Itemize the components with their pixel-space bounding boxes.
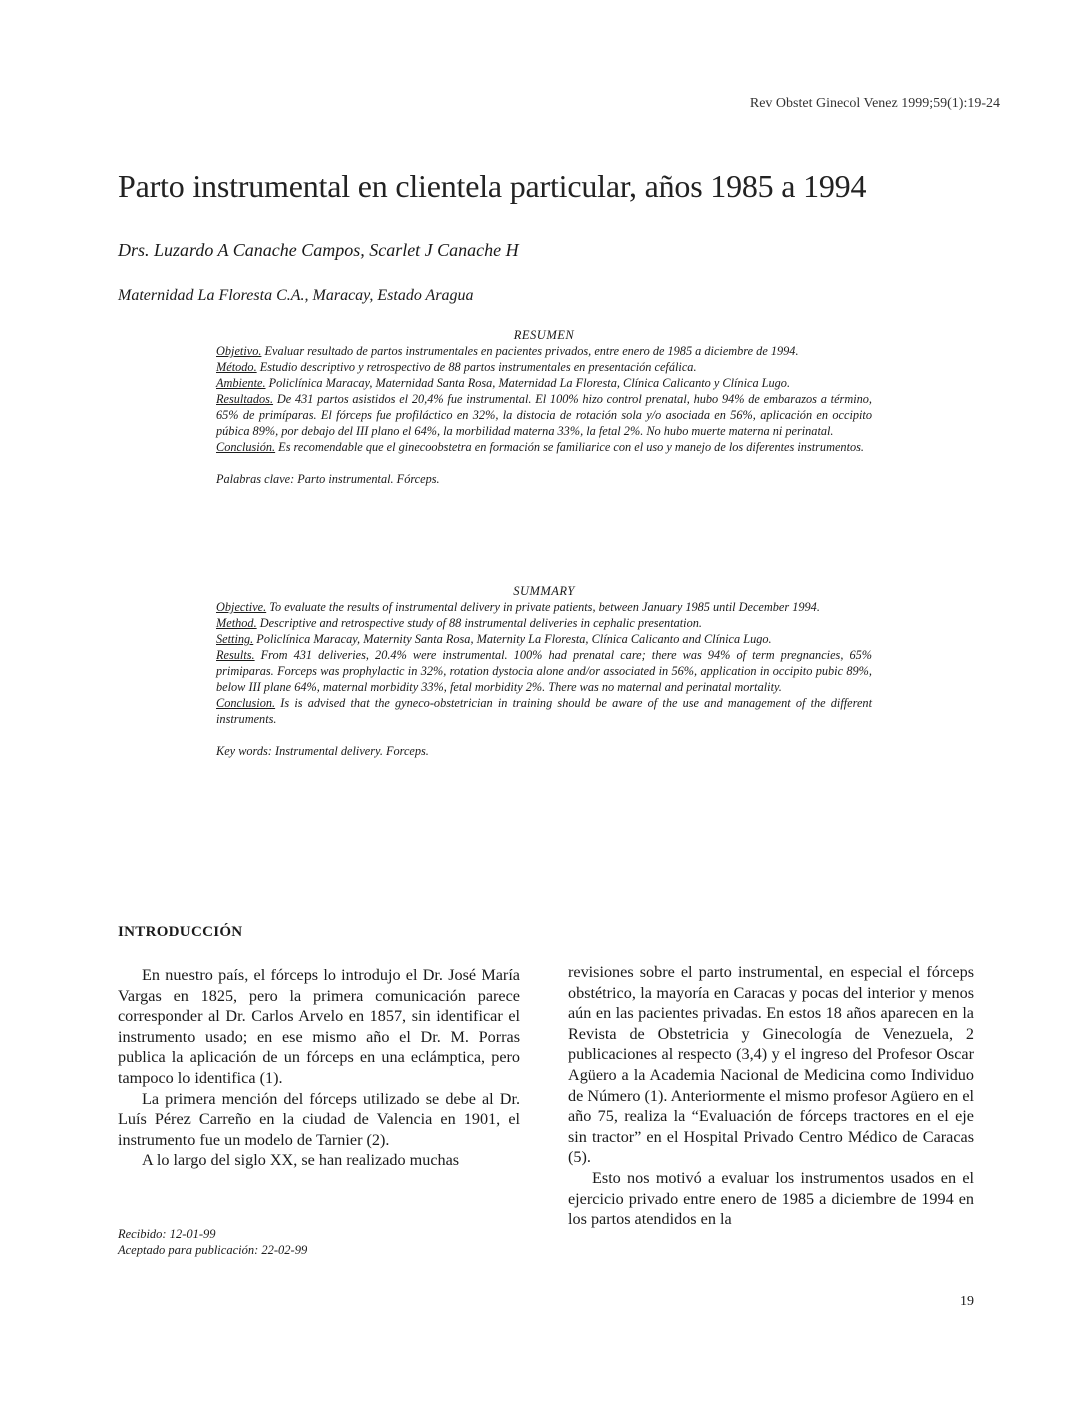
summary-objective-text: To evaluate the results of instrumental delivery in private patients, between January 1985 until December 1994. bbox=[266, 600, 820, 614]
summary-method bbox=[216, 615, 872, 631]
summary-results-text: From 431 deliveries, 20.4% were instrumental. 100% had prenatal care; there was 94% of term pregnancies, 65% primiparas. Forceps was prophylactic in 32%, rotation dystocia alone and/or associated in 56%, application in occipito pubic 89%, below III plane 64%, maternal morbidity 33%, fetal morbidity 2%. There was no maternal and perinatal mortality. bbox=[216, 648, 872, 694]
section-heading-introduccion: INTRODUCCIÓN bbox=[118, 924, 243, 940]
resumen-ambiente-label: Ambiente. bbox=[216, 376, 266, 390]
summary-objective-label: Objective. bbox=[216, 600, 267, 614]
summary-conclusion bbox=[216, 695, 872, 727]
received-date: Recibido: 12-01-99 bbox=[118, 1227, 216, 1241]
resumen-objetivo-text: Evaluar resultado de partos instrumentales en pacientes privados, entre enero de 1985 a diciembre de 1994. bbox=[261, 344, 799, 358]
body-paragraph: Esto nos motivó a evaluar los instrumentos usados en el ejercicio privado entre enero de 1985 a diciembre de 1994 en los partos atendidos en la bbox=[568, 1168, 974, 1229]
body-paragraph: revisiones sobre el parto instrumental, en especial el fórceps obstétrico, la mayoría en Caracas y pocas del interior y menos aún en las pacientes privadas. En estos 18 años aparecen en la Revista de Obstetricia y Ginecología de Venezuela, 2 publicaciones al respecto (3,4) y el ingreso del Profesor Oscar Agüero a la Academia Nacional de Medicina como Individuo de Número (1). Anteriormente el mismo profesor Agüero en el año 75, realiza la “Evaluación de fórceps tractores en el eje sin tractor” en el Hospital Privado Centro Médico de Caracas (5). bbox=[568, 963, 974, 1167]
summary-conclusion-label: Conclusion. bbox=[216, 696, 276, 710]
resumen-resultados bbox=[216, 391, 872, 439]
resumen-resultados-label: Resultados. bbox=[216, 392, 274, 406]
article-affiliation: Maternidad La Floresta C.A., Maracay, Estado Aragua bbox=[118, 287, 474, 304]
resumen-conclusion-text: Es recomendable que el ginecoobstetra en formación se familiarice con el uso y manejo de los diferentes instrumentos. bbox=[275, 440, 864, 454]
resumen-metodo-label: Método. bbox=[216, 360, 257, 374]
resumen-ambiente-text: Policlínica Maracay, Maternidad Santa Rosa, Maternidad La Floresta, Clínica Calicanto y Clínica Lugo. bbox=[265, 376, 791, 390]
resumen-metodo-text: Estudio descriptivo y retrospectivo de 88 partos instrumentales en presentación cefálica. bbox=[256, 360, 697, 374]
body-column-left bbox=[118, 965, 520, 1171]
summary-method-text: Descriptive and retrospective study of 88 instrumental deliveries in cephalic presentation. bbox=[256, 616, 702, 630]
body-paragraph: A lo largo del siglo XX, se han realizado muchas bbox=[142, 1151, 460, 1170]
summary-objective bbox=[216, 599, 872, 615]
body-paragraph: En nuestro país, el fórceps lo introdujo el Dr. José María Vargas en 1825, pero la primera comunicación parece corresponder al Dr. Carlos Arvelo en 1857, sin identificar el instrumento usado; en ese mismo año el Dr. M. Porras publica la aplicación de un fórceps en una eclámptica, pero tampoco lo identifica (1). bbox=[118, 966, 520, 1087]
summary-heading: SUMMARY bbox=[513, 584, 575, 598]
resumen-heading: RESUMEN bbox=[513, 328, 575, 342]
resumen-ambiente bbox=[216, 375, 872, 391]
body-column-right bbox=[568, 962, 974, 1230]
summary-block bbox=[216, 583, 872, 759]
resumen-block bbox=[216, 327, 872, 487]
article-authors: Drs. Luzardo A Canache Campos, Scarlet J Canache H bbox=[118, 240, 519, 260]
resumen-resultados-text: De 431 partos asistidos el 20,4% fue instrumental. El 100% hizo control prenatal, hubo 94% de embarazos a término, 65% de primíparas. El fórceps fue profiláctico en 32%, la distocia de rotación sola y/o asociada en 56%, aplicación en occipito púbica 89%, por debajo del III plano el 64%, la morbilidad materna 33%, la fetal 2%. No hubo muerte materna ni perinatal. bbox=[216, 392, 872, 438]
resumen-conclusion bbox=[216, 439, 872, 455]
article-title: Parto instrumental en clientela particular, años 1985 a 1994 bbox=[118, 168, 867, 204]
body-paragraph: La primera mención del fórceps utilizado se debe al Dr. Luís Pérez Carreño en la ciudad de Valencia en 1901, el instrumento fue un modelo de Tarnier (2). bbox=[118, 1089, 520, 1149]
summary-conclusion-text: Is is advised that the gyneco-obstetrician in training should be aware of the use and management of the different instruments. bbox=[216, 696, 872, 726]
summary-results-label: Results. bbox=[216, 648, 255, 662]
journal-citation: Rev Obstet Ginecol Venez 1999;59(1):19-24 bbox=[749, 96, 1000, 111]
summary-method-label: Method. bbox=[216, 616, 257, 630]
resumen-objetivo bbox=[216, 343, 872, 359]
resumen-keywords: Palabras clave: Parto instrumental. Fórceps. bbox=[216, 472, 440, 486]
summary-keywords: Key words: Instrumental delivery. Forceps. bbox=[216, 744, 429, 758]
summary-setting-label: Setting. bbox=[216, 632, 254, 646]
summary-setting-text: Policlínica Maracay, Maternity Santa Rosa, Maternity La Floresta, Clínica Calicanto and Clínica Lugo. bbox=[253, 632, 772, 646]
summary-setting bbox=[216, 631, 872, 647]
resumen-objetivo-label: Objetivo. bbox=[216, 344, 262, 358]
accepted-date: Aceptado para publicación: 22-02-99 bbox=[118, 1243, 308, 1257]
resumen-conclusion-label: Conclusión. bbox=[216, 440, 276, 454]
page-number: 19 bbox=[960, 1294, 974, 1309]
received-accepted-dates bbox=[118, 1226, 307, 1258]
summary-results bbox=[216, 647, 872, 695]
resumen-metodo bbox=[216, 359, 872, 375]
